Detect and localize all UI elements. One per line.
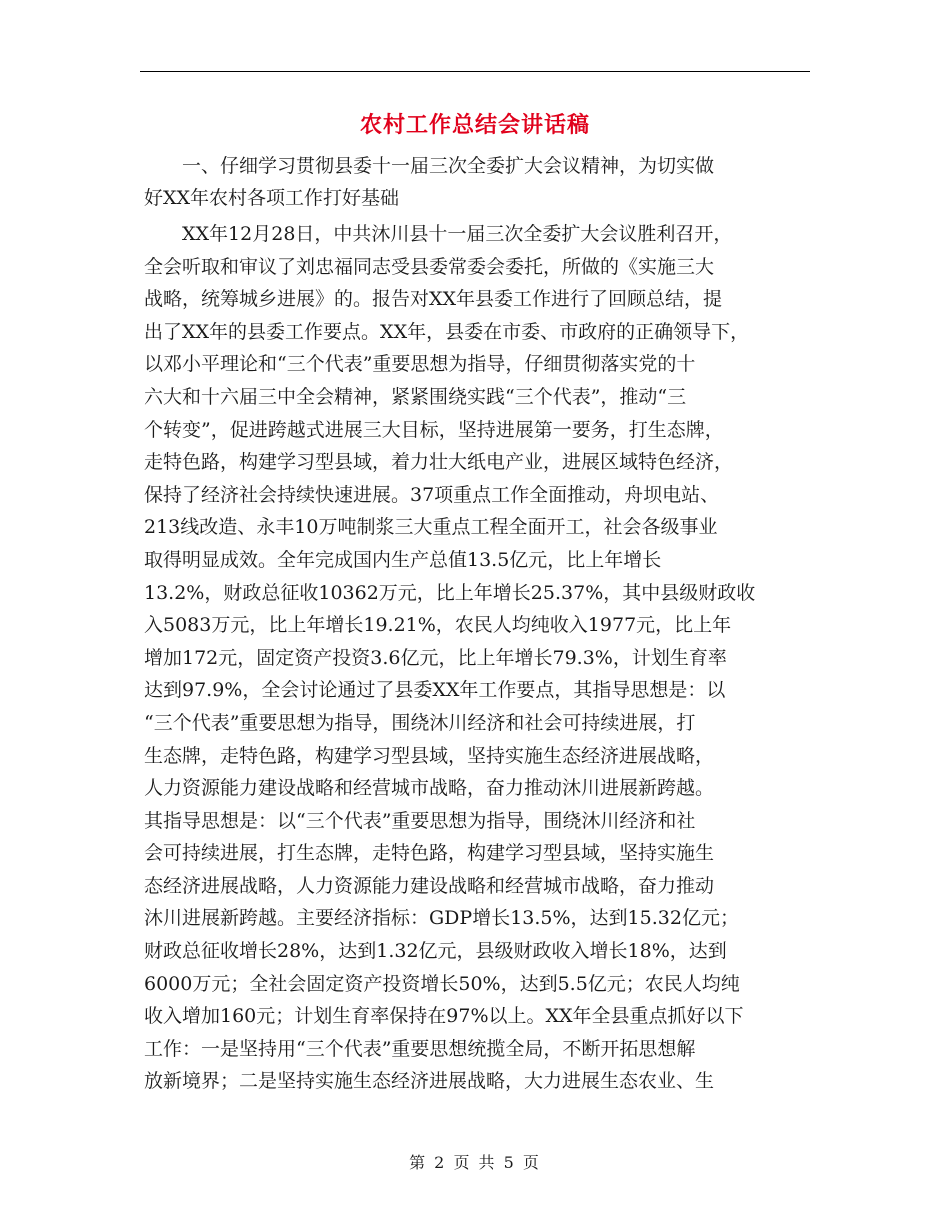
body-line: XX年12月28日，中共沐川县十一届三次全委扩大会议胜利召开， bbox=[182, 223, 733, 245]
body-line: 6000万元；全社会固定资产投资增长50%，达到5.5亿元；农民人均纯 bbox=[144, 972, 740, 995]
document-title: 农村工作总结会讲话稿 bbox=[359, 112, 590, 138]
body-line: 人力资源能力建设战略和经营城市战略，奋力推动沐川进展新跨越。 bbox=[144, 777, 715, 800]
header-rule bbox=[140, 71, 810, 72]
section-heading-line: 好XX年农村各项工作打好基础 bbox=[144, 187, 400, 209]
body-line: 个转变”，促进跨越式进展三大目标，坚持进展第一要务，打生态牌， bbox=[144, 418, 724, 441]
body-line: 全会听取和审议了刘忠福同志受县委常委会委托，所做的《实施三大 bbox=[144, 255, 715, 278]
body-line: 财政总征收增长28%，达到1.32亿元，县级财政收入增长18%，达到 bbox=[144, 940, 727, 963]
body-line: 收入增加160元；计划生育率保持在97%以上。XX年全县重点抓好以下 bbox=[144, 1005, 744, 1028]
body-line: 达到97.9%，全会讨论通过了县委XX年工作要点，其指导思想是：以 bbox=[144, 679, 726, 702]
page-number: 第 2 页 共 5 页 bbox=[409, 1153, 541, 1172]
body-paragraph bbox=[144, 212, 810, 1098]
body-line: “三个代表”重要思想为指导，围绕沐川经济和社会可持续进展，打 bbox=[144, 711, 696, 734]
body-line: 沐川进展新跨越。主要经济指标：GDP增长13.5%，达到15.32亿元； bbox=[144, 907, 739, 930]
body-line: 以邓小平理论和“三个代表”重要思想为指导，仔细贯彻落实党的十 bbox=[144, 353, 696, 376]
body-line: 战略，统筹城乡进展》的。报告对XX年县委工作进行了回顾总结，提 bbox=[144, 288, 723, 311]
body-line: 213线改造、永丰10万吨制浆三大重点工程全面开工，社会各级事业 bbox=[144, 516, 718, 539]
body-line: 保持了经济社会持续快速进展。37项重点工作全面推动，舟坝电站、 bbox=[144, 483, 720, 506]
body-line: 取得明显成效。全年完成国内生产总值13.5亿元，比上年增长 bbox=[144, 548, 662, 571]
section-heading bbox=[144, 150, 810, 214]
body-line: 出了XX年的县委工作要点。XX年，县委在市委、市政府的正确领导下， bbox=[144, 320, 750, 343]
body-line: 放新境界；二是坚持实施生态经济进展战略，大力进展生态农业、生 bbox=[144, 1070, 715, 1093]
body-line: 入5083万元，比上年增长19.21%，农民人均纯收入1977元，比上年 bbox=[144, 614, 732, 637]
body-line: 13.2%，财政总征收10362万元，比上年增长25.37%，其中县级财政收 bbox=[144, 581, 756, 604]
body-line: 会可持续进展，打生态牌，走特色路，构建学习型县域，坚持实施生 bbox=[144, 842, 715, 865]
body-line: 走特色路，构建学习型县域，着力壮大纸电产业，进展区域特色经济， bbox=[144, 451, 734, 474]
body-line: 态经济进展战略，人力资源能力建设战略和经营城市战略，奋力推动 bbox=[144, 874, 715, 897]
body-line: 工作：一是坚持用“三个代表”重要思想统揽全局，不断开拓思想解 bbox=[144, 1037, 696, 1060]
section-heading-line: 一、仔细学习贯彻县委十一届三次全委扩大会议精神，为切实做 bbox=[182, 155, 715, 177]
body-line: 其指导思想是：以“三个代表”重要思想为指导，围绕沐川经济和社 bbox=[144, 809, 696, 832]
body-line: 增加172元，固定资产投资3.6亿元，比上年增长79.3%，计划生育率 bbox=[144, 646, 727, 669]
body-line: 六大和十六届三中全会精神，紧紧围绕实践“三个代表”，推动“三 bbox=[144, 385, 687, 408]
body-line: 生态牌，走特色路，构建学习型县域，坚持实施生态经济进展战略， bbox=[144, 744, 715, 767]
